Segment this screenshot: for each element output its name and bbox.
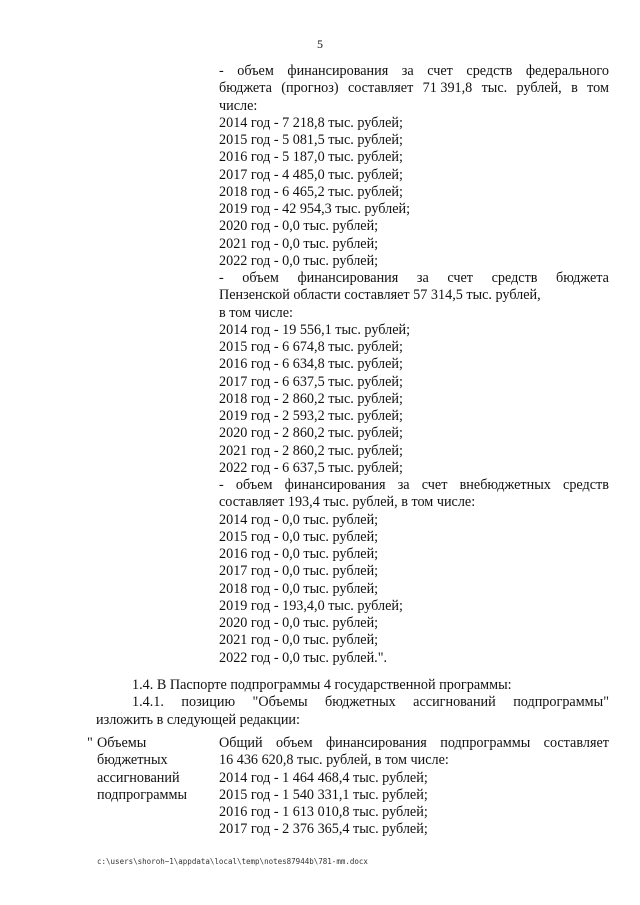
federal-total-line: бюджета (прогноз) составляет 71 391,8 тыс. рублей, в том: [219, 80, 609, 97]
extra-year-line: 2014 год - 0,0 тыс. рублей;: [219, 511, 379, 528]
passport-total-line: Общий объем финансирования подпрограммы составляет: [219, 735, 609, 751]
label-line: Объемы: [97, 735, 147, 751]
label-line: бюджетных: [97, 752, 168, 769]
extra-year-line: 2021 год - 0,0 тыс. рублей;: [219, 632, 379, 649]
regional-including: в том числе:: [219, 304, 293, 321]
federal-year-line: 2016 год - 5 187,0 тыс. рублей;: [219, 149, 403, 166]
extra-intro-line: - объем финансирования за счет внебюджетных средств: [219, 477, 609, 493]
federal-year-line: 2019 год - 42 954,3 тыс. рублей;: [219, 201, 411, 217]
extra-year-line: 2016 год - 0,0 тыс. рублей;: [219, 546, 379, 562]
passport-total-amount: 16 436 620,8 тыс. рублей, в том числе:: [219, 752, 449, 769]
federal-year-line: 2020 год - 0,0 тыс. рублей;: [219, 218, 379, 235]
federal-year-line: 2017 год - 4 485,0 тыс. рублей;: [219, 166, 403, 183]
section-item-continuation: изложить в следующей редакции:: [96, 711, 300, 728]
federal-year-line: 2018 год - 6 465,2 тыс. рублей;: [219, 183, 403, 200]
regional-year-line: 2022 год - 6 637,5 тыс. рублей;: [219, 459, 403, 476]
federal-year-line: 2015 год - 5 081,5 тыс. рублей;: [219, 132, 403, 148]
extra-year-line: 2017 год - 0,0 тыс. рублей;: [219, 563, 379, 580]
extra-year-line: 2022 год - 0,0 тыс. рублей.".: [219, 649, 388, 666]
passport-year-line: 2016 год - 1 613 010,8 тыс. рублей;: [219, 804, 428, 820]
regional-intro-line: - объем финансирования за счет средств бюджета: [219, 270, 609, 286]
extra-year-line: 2020 год - 0,0 тыс. рублей;: [219, 615, 379, 631]
regional-year-line: 2021 год - 2 860,2 тыс. рублей;: [219, 442, 403, 459]
label-line: ассигнований: [97, 769, 180, 786]
extra-year-line: 2015 год - 0,0 тыс. рублей;: [219, 528, 379, 545]
section-heading: 1.4. В Паспорте подпрограммы 4 государственной программы:: [132, 677, 512, 693]
page-number: 5: [317, 37, 323, 51]
regional-year-line: 2014 год - 19 556,1 тыс. рублей;: [219, 321, 411, 338]
passport-label: [97, 735, 212, 804]
regional-year-line: 2019 год - 2 593,2 тыс. рублей;: [219, 408, 403, 424]
extra-year-line: 2019 год - 193,4,0 тыс. рублей;: [219, 597, 403, 614]
passport-value: [219, 735, 609, 839]
section-item-line: 1.4.1. позицию "Объемы бюджетных ассигнований подпрограммы": [132, 694, 609, 711]
regional-year-line: 2018 год - 2 860,2 тыс. рублей;: [219, 390, 403, 407]
extra-year-line: 2018 год - 0,0 тыс. рублей;: [219, 580, 379, 597]
federal-intro-line: - объем финансирования за счет средств федерального: [219, 63, 609, 79]
passport-year-line: 2015 год - 1 540 331,1 тыс. рублей;: [219, 786, 428, 803]
federal-including: числе:: [219, 97, 258, 114]
extra-total-line: составляет 193,4 тыс. рублей, в том числе:: [219, 494, 476, 511]
federal-year-line: 2014 год - 7 218,8 тыс. рублей;: [219, 114, 403, 131]
regional-total-line: Пензенской области составляет 57 314,5 тыс. рублей,: [219, 287, 541, 304]
file-path-footer: c:\users\shoroh~1\appdata\local\temp\notes87944b\781-mm.docx: [97, 857, 368, 866]
regional-year-line: 2020 год - 2 860,2 тыс. рублей;: [219, 425, 403, 442]
regional-year-line: 2016 год - 6 634,8 тыс. рублей;: [219, 356, 403, 373]
passport-year-line: 2017 год - 2 376 365,4 тыс. рублей;: [219, 821, 428, 838]
federal-year-line: 2022 год - 0,0 тыс. рублей;: [219, 252, 379, 269]
label-line: подпрограммы: [97, 786, 187, 803]
regional-year-line: 2015 год - 6 674,8 тыс. рублей;: [219, 339, 403, 355]
regional-year-line: 2017 год - 6 637,5 тыс. рублей;: [219, 373, 403, 390]
funding-column: [219, 63, 609, 667]
section-1-4: [96, 677, 609, 729]
open-quote: ": [87, 735, 93, 751]
passport-year-line: 2014 год - 1 464 468,4 тыс. рублей;: [219, 769, 428, 786]
federal-year-line: 2021 год - 0,0 тыс. рублей;: [219, 235, 379, 252]
